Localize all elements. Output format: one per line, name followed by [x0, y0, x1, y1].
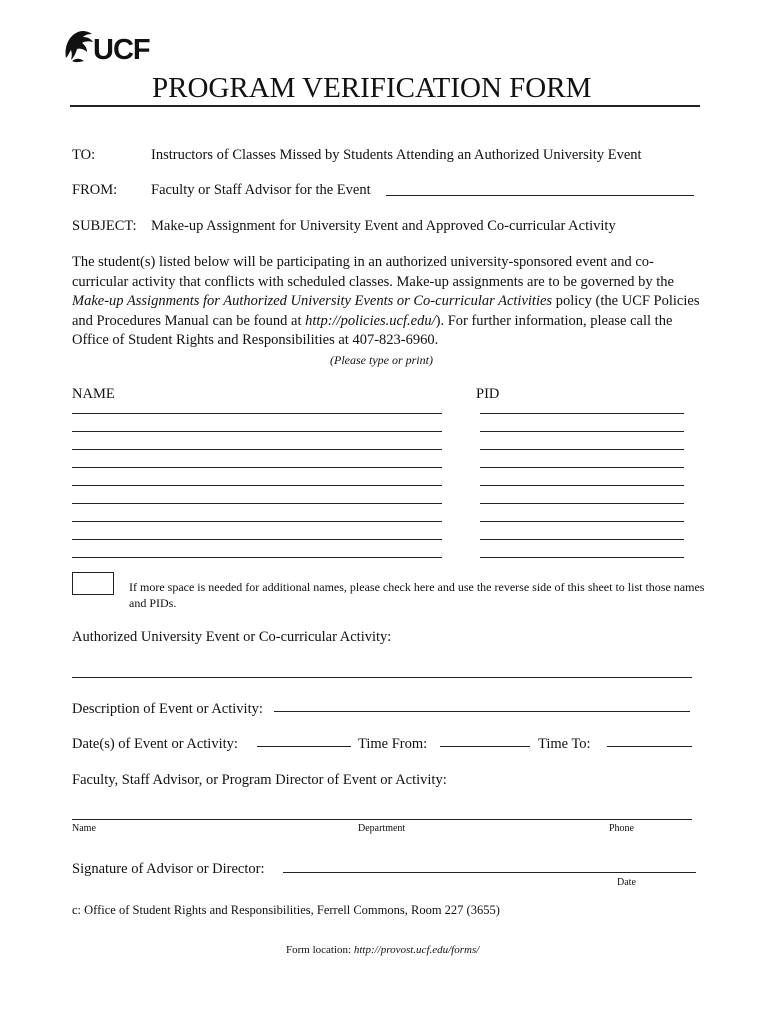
- page-title: PROGRAM VERIFICATION FORM: [152, 72, 592, 104]
- time-to-line[interactable]: [607, 746, 692, 747]
- student-pid-line[interactable]: [480, 485, 684, 486]
- to-label: TO:: [72, 147, 96, 163]
- subject-label: SUBJECT:: [72, 218, 137, 234]
- more-space-checkbox[interactable]: [72, 572, 114, 595]
- policy-name: Make-up Assignments for Authorized University Events or Co-curricular Activities: [72, 293, 553, 309]
- student-name-line[interactable]: [72, 521, 442, 522]
- logo-text: UCF: [93, 34, 150, 66]
- subject-value: Make-up Assignment for University Event and Approved Co-curricular Activity: [151, 218, 616, 234]
- from-value: Faculty or Staff Advisor for the Event: [151, 182, 371, 198]
- intro-paragraph: [72, 253, 702, 351]
- pid-header: PID: [476, 386, 500, 402]
- date-caption: Date: [617, 877, 636, 888]
- name-header: NAME: [72, 386, 115, 402]
- authorized-event-line[interactable]: [72, 677, 692, 678]
- student-name-line[interactable]: [72, 431, 442, 432]
- student-name-line[interactable]: [72, 485, 442, 486]
- paragraph-part2: policy (the UCF Policies and Procedures Manual can be found at: [72, 293, 700, 329]
- student-name-line[interactable]: [72, 557, 442, 558]
- form-location-label: Form location:: [286, 944, 354, 956]
- paragraph-part1: The student(s) listed below will be participating in an authorized university-sponsored event and co-curricular activity that conflicts with scheduled classes. Make-up assignments are to be governed by the: [72, 254, 674, 290]
- dates-line[interactable]: [257, 746, 351, 747]
- cc-line: c: Office of Student Rights and Responsibilities, Ferrell Commons, Room 227 (3655): [72, 903, 500, 917]
- department-caption: Department: [358, 823, 406, 834]
- student-name-line[interactable]: [72, 449, 442, 450]
- student-pid-line[interactable]: [480, 521, 684, 522]
- time-from-line[interactable]: [440, 746, 530, 747]
- policies-url: http://policies.ucf.edu/: [305, 312, 436, 329]
- from-label: FROM:: [72, 182, 118, 198]
- signature-label: Signature of Advisor or Director:: [72, 861, 265, 877]
- from-signature-line[interactable]: [386, 195, 694, 196]
- student-name-line[interactable]: [72, 413, 442, 414]
- student-pid-line[interactable]: [480, 431, 684, 432]
- more-space-text: If more space is needed for additional names, please check here and use the reverse side of this sheet to list those names and PIDs.: [129, 580, 705, 610]
- student-name-line[interactable]: [72, 503, 442, 504]
- signature-line[interactable]: [283, 872, 696, 873]
- faculty-line[interactable]: [72, 819, 692, 820]
- pegasus-icon: [62, 28, 96, 68]
- form-location: [286, 944, 479, 956]
- faculty-label: Faculty, Staff Advisor, or Program Director of Event or Activity:: [72, 772, 447, 788]
- student-pid-line[interactable]: [480, 503, 684, 504]
- description-label: Description of Event or Activity:: [72, 701, 263, 717]
- student-name-line[interactable]: [72, 467, 442, 468]
- student-pid-line[interactable]: [480, 413, 684, 414]
- authorized-event-label: Authorized University Event or Co-curricular Activity:: [72, 629, 392, 645]
- dates-label: Date(s) of Event or Activity:: [72, 736, 238, 752]
- student-pid-line[interactable]: [480, 467, 684, 468]
- print-note: (Please type or print): [330, 353, 433, 367]
- to-value: Instructors of Classes Missed by Students Attending an Authorized University Event: [151, 147, 642, 163]
- description-line[interactable]: [274, 711, 690, 712]
- time-to-label: Time To:: [538, 736, 591, 752]
- student-pid-line[interactable]: [480, 449, 684, 450]
- student-name-line[interactable]: [72, 539, 442, 540]
- title-rule: [70, 105, 700, 107]
- form-location-url: http://provost.ucf.edu/forms/: [353, 944, 480, 956]
- phone-caption: Phone: [609, 823, 634, 834]
- time-from-label: Time From:: [358, 736, 428, 752]
- ucf-logo: [62, 28, 174, 70]
- paragraph-part3: ). For further information, please call the Office of Student Rights and Responsibilities at 407-823-6960.: [72, 312, 673, 348]
- student-pid-line[interactable]: [480, 557, 684, 558]
- student-pid-line[interactable]: [480, 539, 684, 540]
- name-caption: Name: [72, 823, 96, 834]
